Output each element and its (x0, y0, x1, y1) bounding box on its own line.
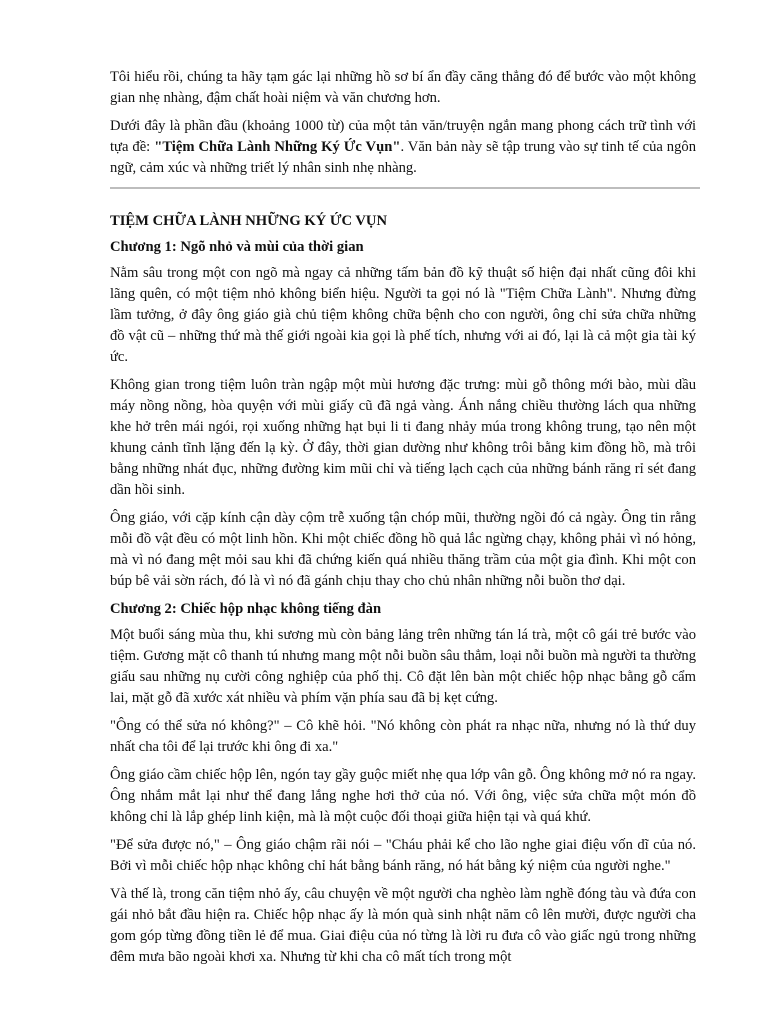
chapter-2-paragraph: Ông giáo cầm chiếc hộp lên, ngón tay gầy guộc miết nhẹ qua lớp vân gỗ. Ông không mở nó ra ngay. Ông nhắm mắt lại như thể đang lắng nghe hơi thở của nó. Với ông, việc sửa chữa một món đồ không chỉ là lắp ghép linh kiện, mà là một cuộc đối thoại giữa hiện tại và quá khứ. (110, 767, 696, 825)
chapter-1-paragraph: Nằm sâu trong một con ngõ mà ngay cả những tấm bản đồ kỹ thuật số hiện đại nhất cũng đôi khi lãng quên, có một tiệm nhỏ không biển hiệu. Người ta gọi nó là "Tiệm Chữa Lành". Nhưng đừng lầm tưởng, ở đây ông giáo già chủ tiệm không chữa bệnh cho con người, ông chỉ sửa chữa những đồ vật cũ – những thứ mà thế giới ngoài kia gọi là phế tích, nhưng với ai đó, lại là cả một gia tài ký ức. (110, 265, 696, 365)
chapter-1-paragraph: Không gian trong tiệm luôn tràn ngập một mùi hương đặc trưng: mùi gỗ thông mới bào, mùi dầu máy nồng nồng, hòa quyện với mùi giấy cũ đã ngả vàng. Ánh nắng chiều thường lách qua những khe hở trên mái ngói, rọi xuống những hạt bụi li ti đang nhảy múa trong không trung, tạo nên một khung cảnh tĩnh lặng đến lạ kỳ. Ở đây, thời gian dường như không trôi bằng kim đồng hồ, mà trôi bằng những nhát đục, những đường kim mũi chỉ và tiếng lạch cạch của những bánh răng rỉ sét đang dần hồi sinh. (110, 377, 696, 498)
section-divider (110, 187, 700, 189)
chapter-2-paragraph: "Để sửa được nó," – Ông giáo chậm rãi nói – "Cháu phải kể cho lão nghe giai điệu vốn dĩ của nó. Bởi vì mỗi chiếc hộp nhạc không chỉ hát bằng bánh răng, nó hát bằng ký niệm của người nghe." (110, 837, 696, 874)
chapter-2-paragraph: "Ông có thể sửa nó không?" – Cô khẽ hỏi. "Nó không còn phát ra nhạc nữa, nhưng nó là thứ duy nhất cha tôi để lại trước khi ông đi xa." (110, 718, 696, 755)
intro-story-title: "Tiệm Chữa Lành Những Ký Ức Vụn" (154, 139, 401, 155)
chapter-1-heading: Chương 1: Ngõ nhỏ và mùi của thời gian (110, 239, 364, 255)
intro-paragraph-2-tail: . Văn bản này sẽ tập trung vào sự tinh tế của ngôn ngữ, cảm xúc và những triết lý nhân sinh nhẹ nhàng. (110, 139, 696, 176)
chapter-2-paragraph: Một buổi sáng mùa thu, khi sương mù còn bảng lảng trên những tán lá trà, một cô gái trẻ bước vào tiệm. Gương mặt cô thanh tú nhưng mang một nỗi buồn sâu thẳm, loại nỗi buồn mà người ta thường giấu sau những nụ cười công nghiệp của phố thị. Cô đặt lên bàn một chiếc hộp nhạc bằng gỗ cẩm lai, mặt gỗ đã xước xát nhiều và phím vặn phía sau đã bị kẹt cứng. (110, 627, 696, 706)
story-title: TIỆM CHỮA LÀNH NHỮNG KÝ ỨC VỤN (110, 213, 388, 229)
chapter-2-heading: Chương 2: Chiếc hộp nhạc không tiếng đàn (110, 601, 382, 617)
chapter-1-paragraph: Ông giáo, với cặp kính cận dày cộm trễ xuống tận chóp mũi, thường ngồi đó cả ngày. Ông tin rằng mỗi đồ vật đều có một linh hồn. Khi một chiếc đồng hồ quả lắc ngừng chạy, không phải vì nó hỏng, mà vì nó đang mệt mỏi sau khi đã chứng kiến quá nhiều thăng trầm của một gia đình. Khi một con búp bê vải sờn rách, đó là vì nó đã gánh chịu thay cho chủ nhân những nỗi buồn thơ dại. (110, 510, 696, 589)
intro-paragraph-1: Tôi hiểu rồi, chúng ta hãy tạm gác lại những hồ sơ bí ẩn đầy căng thẳng đó để bước vào một không gian nhẹ nhàng, đậm chất hoài niệm và văn chương hơn. (110, 69, 696, 106)
intro-paragraph-2 (110, 116, 696, 179)
chapter-2-paragraph: Và thế là, trong căn tiệm nhỏ ấy, câu chuyện về một người cha nghèo làm nghề đóng tàu và đứa con gái nhỏ bắt đầu hiện ra. Chiếc hộp nhạc ấy là món quà sinh nhật năm cô lên mười, được người cha gom góp từng đồng tiền lẻ để mua. Giai điệu của nó từng là lời ru đưa cô vào giấc ngủ trong những đêm mưa bão ngoài khơi xa. Nhưng từ khi cha cô mất tích trong một (110, 886, 696, 965)
intro-paragraph-2-lead: Dưới đây là phần đầu (khoảng 1000 từ) của một tản văn/truyện ngắn mang phong cách trữ tình với tựa đề: (110, 118, 696, 155)
